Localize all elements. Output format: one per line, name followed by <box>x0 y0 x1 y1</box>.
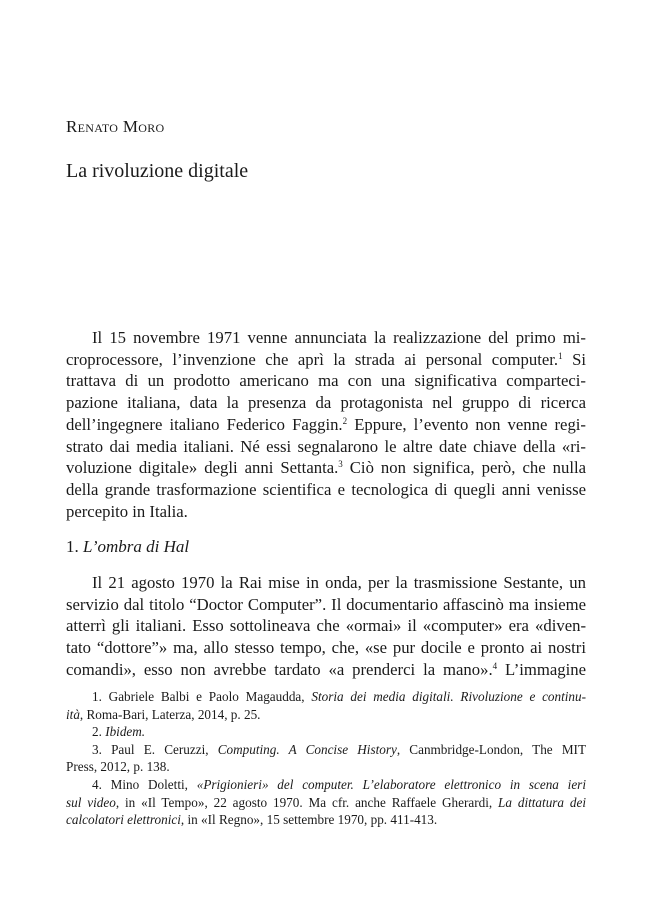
text-line: Il 21 agosto 1970 la Rai mise in onda, per la trasmissione Sestante, un <box>92 573 586 592</box>
text-line: strato dai media italiani. Né essi segnalarono le altre date chiave della «ri- <box>66 436 586 456</box>
footnote-ref[interactable]: 4 <box>492 660 498 671</box>
text-line: pazione italiana, data la presenza da protagonista nel gruppo di ricerca <box>66 393 586 413</box>
chapter-title: La rivoluzione digitale <box>66 160 249 182</box>
text-line: voluzione digitale» degli anni Settanta.$^3$ Ciò non significa, però, che nulla <box>66 458 586 478</box>
footnote-line: 1. Gabriele Balbi e Paolo Magaudda, Storia dei media digitali. Rivoluzione e continu- <box>92 689 587 704</box>
text-line: trattava di un prodotto americano ma con una significativa comparteci- <box>66 371 586 391</box>
footnote-ref[interactable]: 2 <box>342 415 348 426</box>
footnote-line: ità, Roma-Bari, Laterza, 2014, p. 25. <box>66 706 261 722</box>
footnote-line: 3. Paul E. Ceruzzi, Computing. A Concise History, Canmbridge-London, The MIT <box>92 741 587 757</box>
footnotes <box>66 688 586 829</box>
footnote-3 <box>66 741 586 776</box>
section-paragraph <box>66 572 586 681</box>
text-line: dell’ingegnere italiano Federico Faggin.$^2$ Eppure, l’evento non venne regi- <box>66 414 586 434</box>
footnote-line: sul video, in «Il Tempo», 22 agosto 1970. Ma cfr. anche Raffaele Gherardi, La dittatura dei <box>66 794 587 810</box>
chapter-author <box>66 117 164 137</box>
section-heading <box>66 536 189 558</box>
text-line: della grande trasformazione scientifica e tecnologica di quegli anni venisse <box>66 479 586 499</box>
footnote-line: Press, 2012, p. 138. <box>66 759 170 775</box>
footnote-1 <box>66 688 586 723</box>
footnote-2 <box>66 723 586 741</box>
text-line: atterrì gli italiani. Esso sottolineava che «ormai» il «computer» era «diven- <box>66 616 586 636</box>
section-number: 1. <box>66 537 79 556</box>
footnote-line: calcolatori elettronici, in «Il Regno», 15 settembre 1970, pp. 411-413. <box>66 812 438 828</box>
opening-paragraph <box>66 327 586 522</box>
author-last-name: Moro <box>122 117 165 136</box>
footnote-ref[interactable]: 3 <box>338 459 343 470</box>
text-line: Il 15 novembre 1971 venne annunciata la realizzazione del primo mi- <box>92 328 586 347</box>
text-line: servizio dal titolo “Doctor Computer”. Il documentario affascinò ma insieme <box>66 594 586 614</box>
footnote-ref[interactable]: 1 <box>558 350 563 361</box>
footnote-line: 4. Mino Doletti, «Prigionieri» del computer. L’elaboratore elettronico in scena ieri <box>92 776 586 792</box>
text-line: croprocessore, l’invenzione che aprì la strada ai personal computer.$^1$ Si <box>66 349 586 369</box>
author-first-name: Renato <box>66 117 119 136</box>
text-line: tato “dottore”» ma, allo stesso tempo, che, «se pur docile e pronto ai nostri <box>66 638 586 658</box>
text-line: percepito in Italia. <box>66 501 188 521</box>
section-title: L’ombra di Hal <box>83 537 190 556</box>
text-line: comandi», esso non avrebbe tardato «a prenderci la mano».$^4$ L’immagine <box>66 659 586 679</box>
footnote-line: 2. Ibidem. <box>92 724 146 740</box>
footnote-4 <box>66 776 586 829</box>
